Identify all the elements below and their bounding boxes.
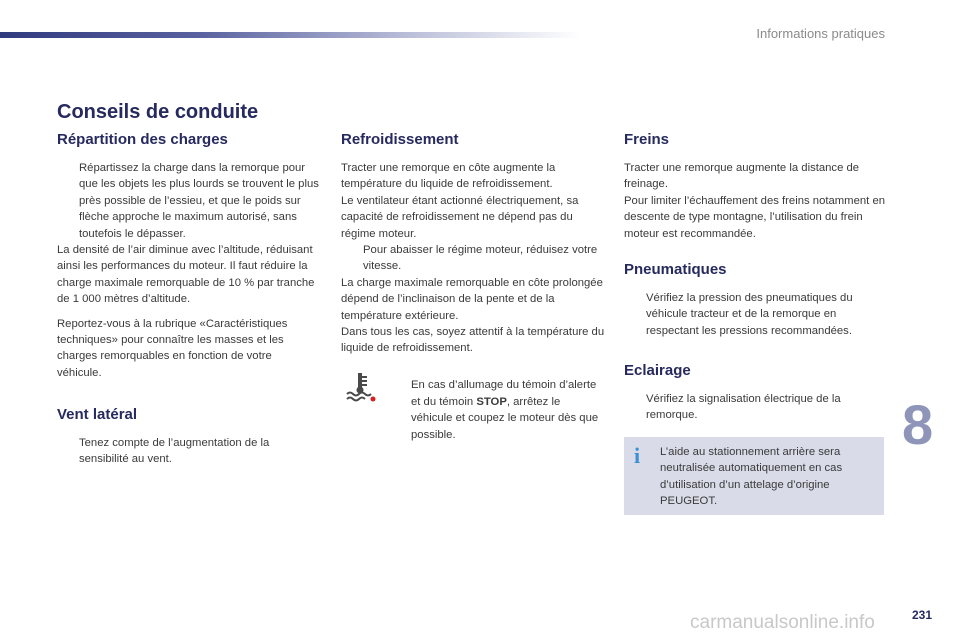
chapter-number: 8 xyxy=(902,393,934,456)
section-label: Informations pratiques xyxy=(756,26,885,41)
heading-vent: Vent latéral xyxy=(57,406,138,423)
heading-refroidissement: Refroidissement xyxy=(341,131,459,148)
header-gradient-bar xyxy=(0,32,580,38)
warning-text-post: , arrêtez le véhicule et coupez le moteur dès que possible. xyxy=(411,395,599,441)
paragraph: Pour limiter l’échauffement des freins notamment en descente de type montagne, l’utilisation du frein moteur est recommandée. xyxy=(624,194,886,240)
paragraph: Dans tous les cas, soyez attentif à la température du liquide de refroidissement. xyxy=(341,326,605,355)
bullet-item xyxy=(57,160,319,242)
paragraph: La charge maximale remorquable en côte prolongée dépend de l’inclinaison de la pente et de la température extérieure. xyxy=(341,276,603,322)
bullet-item xyxy=(624,391,886,424)
heading-pneumatiques: Pneumatiques xyxy=(624,261,727,278)
heading-freins: Freins xyxy=(624,131,670,148)
paragraph: La densité de l’air diminue avec l’altitude, réduisant ainsi les performances du moteur. Il faut réduire la charge maximale remorquable de 10 % par tranche de 1 000 mètres d’altitude. xyxy=(57,244,315,306)
stop-label: STOP xyxy=(476,395,507,408)
bullet-item xyxy=(57,435,319,468)
column-freins xyxy=(624,131,886,242)
info-box xyxy=(624,437,884,515)
column-vent xyxy=(57,406,319,468)
column-eclairage xyxy=(624,362,886,424)
paragraph: Reportez-vous à la rubrique «Caractéristiques techniques» pour connaître les masses et les charges remorquables en fonction de votre véhicule. xyxy=(57,317,288,379)
heading-repartition: Répartition des charges xyxy=(57,131,228,148)
bullet-text: Tenez compte de l’augmentation de la sensibilité au vent. xyxy=(79,437,270,466)
bullet-text: Pour abaisser le régime moteur, réduisez votre vitesse. xyxy=(363,244,598,273)
column-pneumatiques xyxy=(624,261,886,339)
paragraph: Le ventilateur étant actionné électriquement, sa capacité de refroidissement ne dépend pas du régime moteur. xyxy=(341,194,579,240)
warning-bullet xyxy=(389,366,601,454)
column-refroidissement xyxy=(341,131,605,357)
bullet-text: Répartissez la charge dans la remorque pour que les objets les plus lourds se trouvent le plus près possible de l’essieu, et que le poids sur flèche approche le maximum autorisé, sans toutefois le dépasser. xyxy=(79,162,319,240)
paragraph: Tracter une remorque augmente la distance de freinage. xyxy=(624,162,860,191)
paragraph: Tracter une remorque en côte augmente la température du liquide de refroidissement. xyxy=(341,162,556,191)
bullet-text: Vérifiez la signalisation électrique de la remorque. xyxy=(646,393,841,422)
page-number: 231 xyxy=(912,608,933,622)
page-title: Conseils de conduite xyxy=(57,101,259,123)
heading-eclairage: Eclairage xyxy=(624,362,691,379)
bullet-item xyxy=(624,290,886,339)
info-icon: i xyxy=(634,443,641,468)
bullet-text: Vérifiez la pression des pneumatiques du véhicule tracteur et de la remorque en respectant les pressions recommandées. xyxy=(646,292,853,337)
warning-text-pre: En cas d’allumage du témoin d’alerte et du témoin xyxy=(411,379,597,408)
coolant-temperature-icon xyxy=(343,370,377,404)
bullet-item xyxy=(341,242,605,275)
info-text: L’aide au stationnement arrière sera neutralisée automatiquement en cas d’utilisation d’un attelage d’origine PEUGEOT. xyxy=(660,446,843,508)
watermark: carmanualsonline.info xyxy=(690,612,875,633)
column-repartition xyxy=(57,131,319,381)
